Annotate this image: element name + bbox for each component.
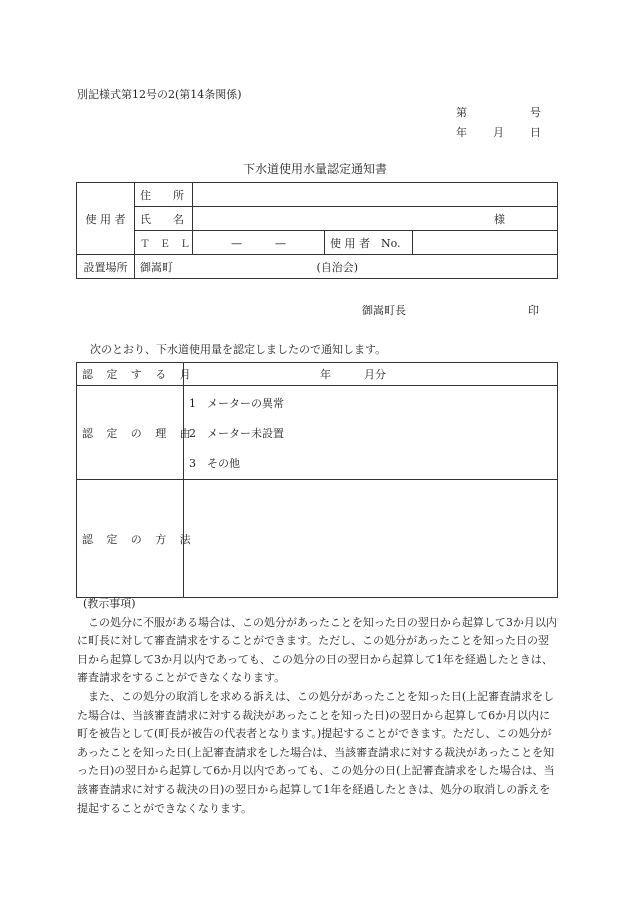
notice-heading: (教示事項) [83, 597, 136, 610]
number-suffix: 号 [530, 106, 541, 119]
reason-options [184, 386, 558, 480]
location-value: 御嵩町 [140, 260, 173, 274]
reason-option-no-meter[interactable]: 2 メーター未設置 [189, 427, 284, 440]
intro-text: 次のとおり、下水道使用量を認定しましたので通知します。 [90, 343, 387, 356]
seal-mark: 印 [528, 304, 539, 317]
name-suffix: 様 [494, 212, 506, 226]
method-label: 認 定 の 方 法 [77, 480, 184, 598]
reason-label: 認 定 の 理 由 [77, 386, 184, 480]
tel-label: Ｔ Ｅ Ｌ [135, 231, 193, 255]
location-label: 設置場所 [77, 255, 135, 279]
location-suffix: (自治会) [316, 260, 359, 274]
month-label: 認 定 す る 月 [77, 363, 184, 386]
reason-option-other[interactable]: 3 その他 [189, 457, 240, 470]
document-title: 下水道使用水量認定通知書 [242, 162, 387, 176]
user-group-label: 使 用 者 [77, 183, 135, 255]
location-field[interactable] [135, 255, 558, 279]
date-day: 日 [530, 126, 541, 139]
notice-paragraph-2: また、この処分の取消しを求める訴えは、この処分があったことを知った日(上記審査請求をした場合は、当該審査請求に対する裁決があったことを知った日)の翌日から起算して6か月以内に町を被告として(町長が被告の代表者となります。)提起することができます。ただし、この処分があったことを知った日(上記審査請求をした場合は、当該審査請求に対する裁決があったことを知った日)の翌日から起算して6か月以内であっても、この処分の日(上記審査請求をした場合は、当該審査請求に対する裁決の日)の翌日から起算して1年を経過したときは、処分の取消しの訴えを提起することができなくなります。 [77, 689, 555, 815]
reason-option-meter-fault[interactable]: 1 メーターの異常 [189, 397, 284, 410]
address-field[interactable] [193, 183, 558, 207]
name-label: 氏 名 [135, 207, 193, 231]
user-no-field[interactable] [413, 231, 558, 255]
notice-section [77, 595, 557, 818]
user-no-label: 使 用 者 No. [325, 231, 413, 255]
form-reference: 別記様式第12号の2(第14条関係) [77, 88, 242, 101]
tel-field[interactable]: — — [193, 231, 325, 255]
issuer-name: 御嵩町長 [362, 304, 406, 317]
certification-table [76, 362, 558, 598]
month-field[interactable]: 年 月分 [184, 363, 558, 386]
number-prefix: 第 [456, 106, 467, 119]
notice-paragraph-1: この処分に不服がある場合は、この処分があったことを知った日の翌日から起算して3か月以内に町長に対して審査請求をすることができます。ただし、この処分があったことを知った日の翌日から起算して3か月以内であっても、この処分の日の翌日から起算して1年を経過したときは、審査請求をすることができなくなります。 [77, 615, 557, 685]
method-field[interactable] [184, 480, 558, 598]
name-field[interactable] [193, 207, 558, 231]
user-info-table [76, 182, 558, 279]
address-label: 住 所 [135, 183, 193, 207]
date-year: 年 [456, 126, 467, 139]
date-month: 月 [493, 126, 504, 139]
